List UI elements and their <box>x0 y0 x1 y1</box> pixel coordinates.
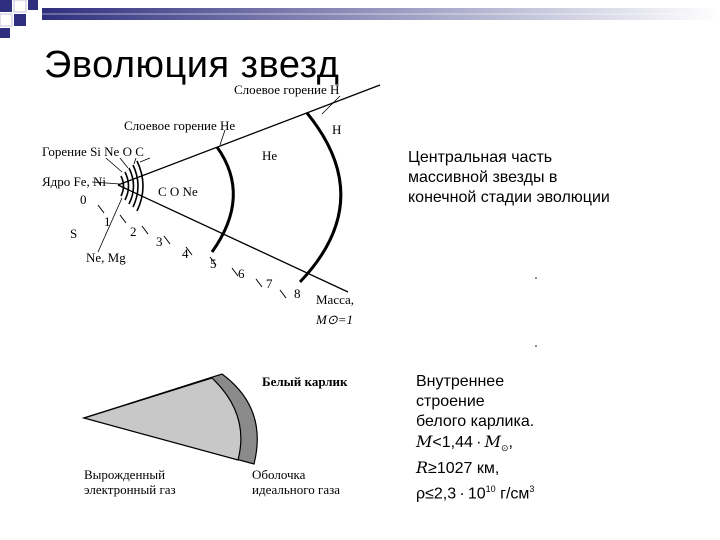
degenerate-gas-label-1: Вырожденный <box>84 467 166 482</box>
caption-mass-suffix: , <box>508 434 513 451</box>
caption-top-line3: конечной стадии эволюции <box>408 189 610 206</box>
caption-density-unit-exp: 3 <box>529 484 535 495</box>
caption-density-exp: 10 <box>485 484 496 495</box>
degenerate-core <box>84 378 241 460</box>
tick-label: 3 <box>156 234 163 249</box>
caption-bottom-line1: Внутреннее <box>416 373 505 390</box>
tick-label: 5 <box>210 256 217 271</box>
sun-subscript-icon: ⊙ <box>501 443 509 454</box>
caption-bottom-line3: белого карлика. <box>416 413 535 430</box>
label-nemg: Ne, Mg <box>86 250 126 265</box>
caption-top-line2: массивной звезды в <box>408 169 558 186</box>
tick-label: 0 <box>80 192 87 207</box>
label-h: H <box>332 122 342 137</box>
ideal-gas-label-2: идеального газа <box>252 482 341 497</box>
label-burning: Горение Si Ne O C <box>42 144 144 159</box>
degenerate-gas-label-2: электронный газ <box>84 482 176 497</box>
caption-bottom-line2: строение <box>416 393 485 410</box>
radius-symbol: R <box>416 458 429 478</box>
page-title: Эволюция звезд <box>44 44 340 86</box>
caption-density-text: 2,3 <box>433 485 457 503</box>
tick-label: 2 <box>130 224 137 239</box>
sun-mass-symbol: M <box>484 432 501 451</box>
ideal-gas-label-1: Оболочка <box>252 467 306 482</box>
tick-label: 7 <box>266 276 273 291</box>
caption-radius-text: 1027 км, <box>436 460 500 478</box>
caption-mass-text: <1,44 <box>432 434 473 451</box>
label-coc: C O Ne <box>158 184 198 199</box>
caption-mass-line: $M<1,44 \cdot M_⊙$, <box>416 432 513 454</box>
label-shell-he: Слоевое горение He <box>124 118 236 133</box>
tick-label: 6 <box>238 266 245 281</box>
caption-radius-line: R≥1027 км, <box>416 458 500 478</box>
white-dwarf-label: Белый карлик <box>262 374 348 389</box>
label-he: He <box>262 148 278 163</box>
label-shell-h: Слоевое горение H <box>234 82 340 97</box>
tick-label: 1 <box>104 214 111 229</box>
tick-label: 8 <box>294 286 301 301</box>
tick-label: 4 <box>182 246 189 261</box>
caption-bottom <box>416 372 534 505</box>
caption-density-line: $\rho\le 2,3 \cdot 10^{10}$ $г/см^3$ <box>416 484 535 503</box>
mass-symbol: M <box>416 432 433 451</box>
caption-density-power: 10 <box>467 485 486 503</box>
caption-density-unit: г/см <box>500 485 530 503</box>
label-s: S <box>70 226 78 241</box>
caption-top-line1: Центральная часть <box>408 149 553 166</box>
density-symbol: ρ <box>416 485 426 503</box>
label-core: Ядро Fe, Ni <box>42 174 107 189</box>
mass-label: Масса, <box>316 292 355 307</box>
mass-value: M⊙=1 <box>316 312 353 327</box>
